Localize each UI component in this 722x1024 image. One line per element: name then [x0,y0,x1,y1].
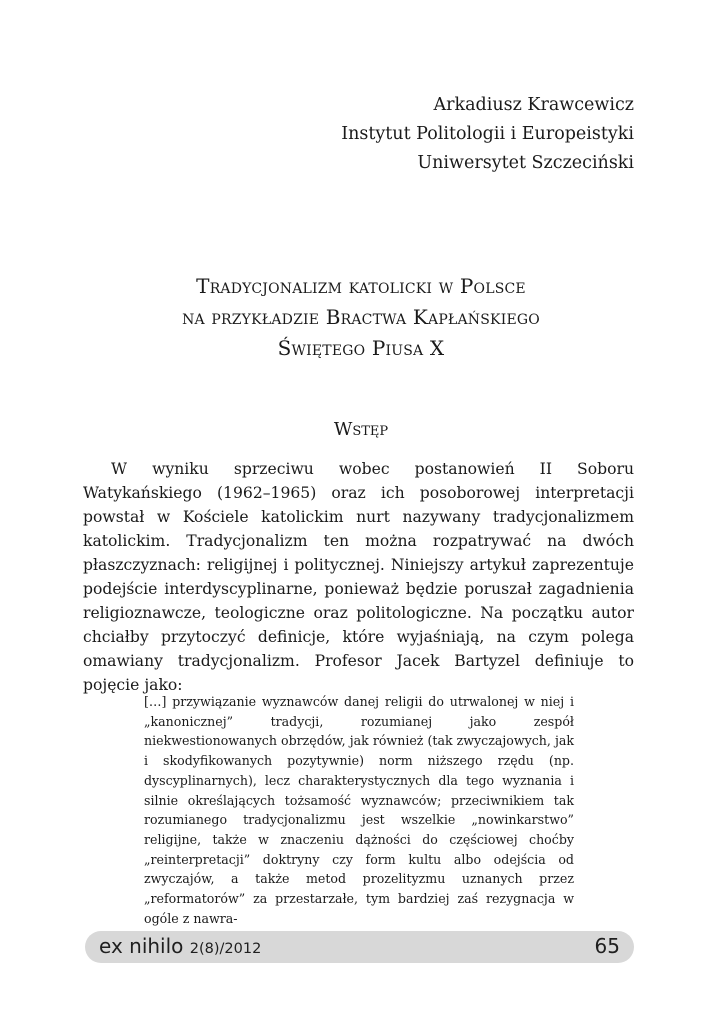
title-line-1: Tradycjonalizm katolicki w Polsce [196,274,526,298]
page-number: 65 [594,934,620,958]
section-heading: Wstęp [333,419,389,440]
journal-issue: 2(8)/2012 [189,941,262,957]
footer-journal-title [99,934,261,958]
author-name: Arkadiusz Krawcewicz [433,95,634,115]
block-quote: […] przywiązanie wyznawców danej religii do utrwalonej w niej i „kanonicznej” tradycji, rozumianej jako zespół niekwestionowanych obrzędów, jak również (tak zwyczajowych, jak i skodyfikowanych pozytywnie) norm niższego rzędu (np. dyscyplinarnych), lecz charakterystycznych dla tego wyznania i silnie określających tożsamość wyznawców; przeciwnikiem tak rozumianego tradycjonalizmu jest wszelkie „nowinkarstwo” religijne, także w znaczeniu dążności do częściowej choćby „reinterpretacji” doktryny czy form kultu albo odejścia od zwyczajów, a także metod prozelityzmu uznanych przez „reformatorów” za przestarzałe, tym bardziej zaś rezygnacja w ogóle z nawra- [144,694,574,926]
body-paragraph [83,457,634,697]
body-paragraph-text: W wyniku sprzeciwu wobec postanowień II Soboru Watykańskiego (1962–1965) oraz ich posoborowej interpretacji powstał w Kościele katolickim nurt nazywany tradycjonalizmem katolickim. Tradycjonalizm ten można rozpatrywać na dwóch płaszczyznach: religijnej i politycznej. Niniejszy artykuł zaprezentuje podejście interdyscyplinarne, ponieważ będzie poruszał zagadnienia religioznawcze, teologiczne oraz politologiczne. Na początku autor chciałby przytoczyć definicje, które wyjaśniają, na czym polega omawiany tradycjonalizm. Profesor Jacek Bartyzel definiuje to pojęcie jako: [83,460,634,694]
article-title [0,271,722,364]
author-block [341,91,634,178]
footer-bar [85,931,634,963]
author-university: Uniwersytet Szczeciński [417,153,634,173]
title-line-3: Świętego Piusa X [277,336,445,360]
title-line-2: na przykładzie Bractwa Kapłańskiego [182,305,540,329]
author-institute: Instytut Politologii i Europeistyki [341,124,634,144]
journal-name: ex nihilo [99,934,184,958]
